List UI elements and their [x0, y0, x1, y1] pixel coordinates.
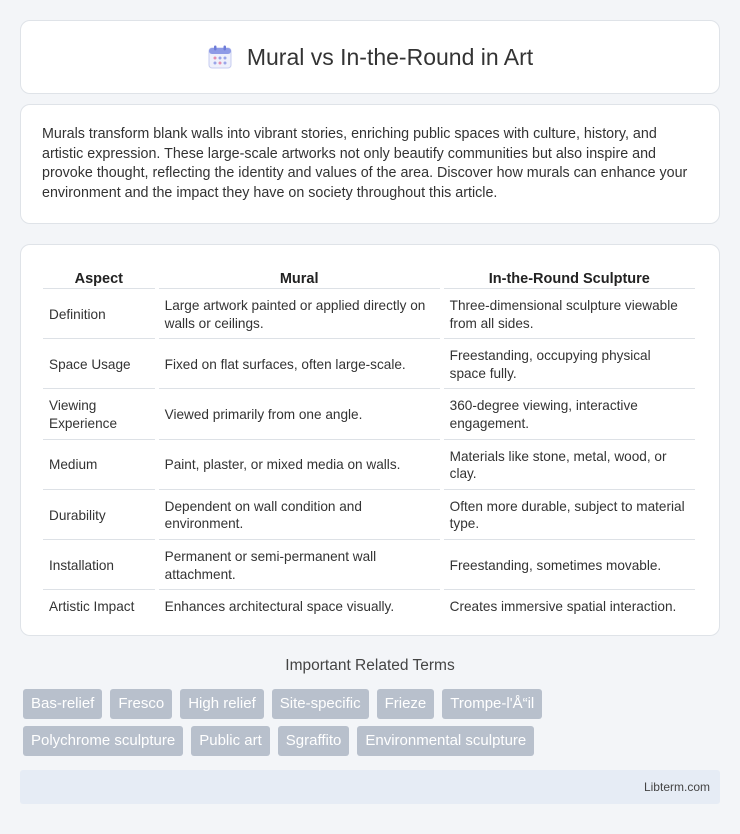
table-row [43, 291, 695, 339]
aspect-cell: Definition [43, 291, 155, 339]
intro-card [20, 104, 720, 224]
footer [20, 770, 720, 804]
term-tag[interactable]: Sgraffito [278, 726, 350, 756]
term-tag[interactable]: Fresco [110, 689, 172, 719]
round-cell: Materials like stone, metal, wood, or clay. [444, 442, 695, 490]
mural-cell: Permanent or semi-permanent wall attachment. [159, 542, 440, 590]
term-tag[interactable]: Bas-relief [23, 689, 102, 719]
table-row [43, 592, 695, 622]
related-terms-tags [23, 689, 723, 763]
table-header-row [43, 265, 695, 289]
mural-cell: Dependent on wall condition and environment. [159, 492, 440, 540]
round-cell: 360-degree viewing, interactive engagement. [444, 391, 695, 439]
tag-row [23, 689, 723, 719]
term-tag[interactable]: High relief [180, 689, 264, 719]
term-tag[interactable]: Site-specific [272, 689, 369, 719]
table-row [43, 492, 695, 540]
term-tag[interactable]: Environmental sculpture [357, 726, 534, 756]
round-cell: Creates immersive spatial interaction. [449, 599, 677, 615]
aspect-cell: Installation [43, 542, 155, 590]
aspect-cell: Viewing Experience [43, 391, 155, 439]
mural-cell: Large artwork painted or applied directly on walls or ceilings. [159, 291, 440, 339]
tag-row [23, 726, 723, 756]
round-cell: Freestanding, occupying physical space fully. [444, 341, 695, 389]
mural-cell: Enhances architectural space visually. [164, 599, 395, 615]
table-row [43, 391, 695, 439]
mural-cell: Viewed primarily from one angle. [159, 391, 440, 439]
column-header-aspect: Aspect [43, 265, 155, 289]
page-title: Mural vs In-the-Round in Art [246, 43, 534, 70]
table-row [43, 542, 695, 590]
term-tag[interactable]: Frieze [377, 689, 435, 719]
column-header-mural: Mural [159, 265, 440, 289]
column-header-round: In-the-Round Sculpture [444, 265, 695, 289]
aspect-cell: Space Usage [43, 341, 155, 389]
table-row [43, 442, 695, 490]
header-card [20, 20, 720, 94]
calendar-icon [207, 44, 233, 70]
term-tag[interactable]: Polychrome sculpture [23, 726, 183, 756]
aspect-cell: Medium [43, 442, 155, 490]
round-cell: Often more durable, subject to material type. [444, 492, 695, 540]
mural-cell: Fixed on flat surfaces, often large-scale. [159, 341, 440, 389]
intro-text: Murals transform blank walls into vibrant stories, enriching public spaces with culture, history, and artistic expression. These large-scale artworks not only beautify communities but also inspire and provoke thought, reflecting the identity and values of the area. Discover how murals can enhance your environment and the impact they have on society throughout this article. [42, 126, 688, 201]
round-cell: Freestanding, sometimes movable. [444, 542, 695, 590]
term-tag[interactable]: Trompe-l'Å“il [442, 689, 542, 719]
mural-cell: Paint, plaster, or mixed media on walls. [159, 442, 440, 490]
footer-site-link[interactable]: Libterm.com [643, 780, 710, 794]
round-cell: Three-dimensional sculpture viewable from all sides. [444, 291, 695, 339]
table-row [43, 341, 695, 389]
aspect-cell: Artistic Impact [49, 599, 135, 615]
aspect-cell: Durability [43, 492, 155, 540]
comparison-table [39, 263, 699, 624]
comparison-table-card [20, 244, 720, 636]
related-terms-title: Important Related Terms [285, 657, 455, 674]
term-tag[interactable]: Public art [191, 726, 270, 756]
